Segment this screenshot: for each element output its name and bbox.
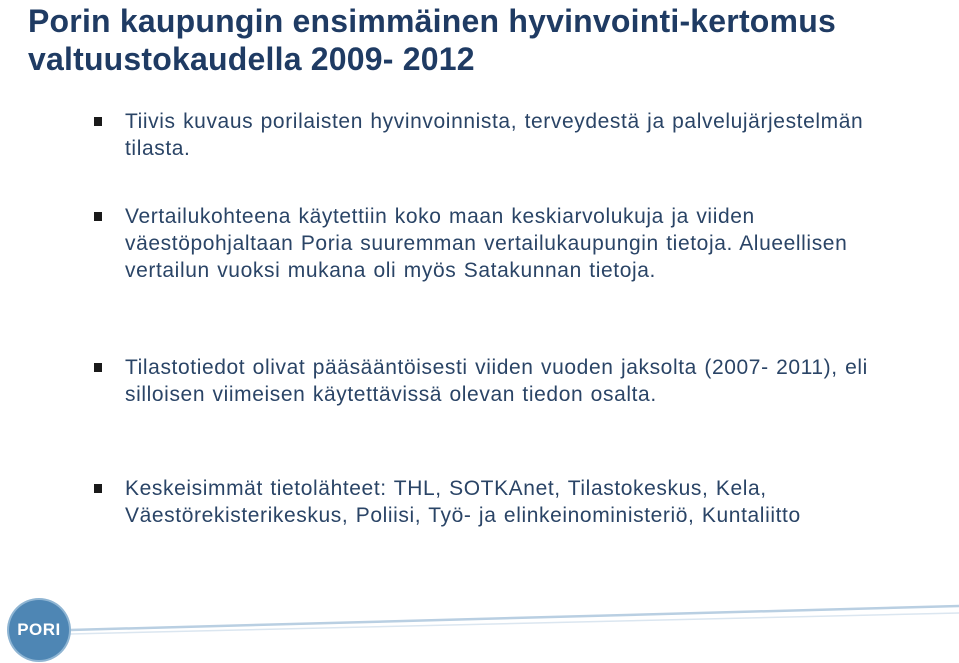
- bullet-item: [125, 354, 885, 408]
- square-bullet-icon: [94, 117, 102, 126]
- bullet-item: [125, 108, 885, 162]
- bullet-text: Keskeisimmät tietolähteet: THL, SOTKAnet, Tilastokeskus, Kela, Väestörekisterikeskus, Poliisi, Työ- ja elinkeinoministeriö, Kuntaliitto: [125, 477, 801, 527]
- slide-title: Porin kaupungin ensimmäinen hyvinvointi-kertomus valtuustokaudella 2009- 2012: [28, 3, 836, 77]
- pori-logo: [9, 600, 69, 660]
- bullet-item: [125, 203, 885, 284]
- footer-swoosh: [0, 600, 959, 663]
- square-bullet-icon: [94, 484, 102, 493]
- bullet-text: Tiivis kuvaus porilaisten hyvinvoinnista, terveydestä ja palvelujärjestelmän tilasta.: [125, 110, 864, 160]
- square-bullet-icon: [94, 363, 102, 372]
- bullet-text: Vertailukohteena käytettiin koko maan keskiarvolukuja ja viiden väestöpohjaltaan Poria suuremman vertailukaupungin tietoja. Alueellisen vertailun vuoksi mukana oli myös Satakunnan tietoja.: [125, 205, 848, 282]
- bullet-text: Tilastotiedot olivat pääsääntöisesti viiden vuoden jaksolta (2007- 2011), eli silloisen viimeisen käytettävissä olevan tiedon osalta.: [125, 356, 868, 406]
- pori-logo-text: PORI: [17, 620, 61, 639]
- footer-swoosh-line: [70, 606, 959, 630]
- footer-swoosh-line-faint: [70, 613, 959, 634]
- bullet-item: [125, 475, 885, 529]
- square-bullet-icon: [94, 212, 102, 221]
